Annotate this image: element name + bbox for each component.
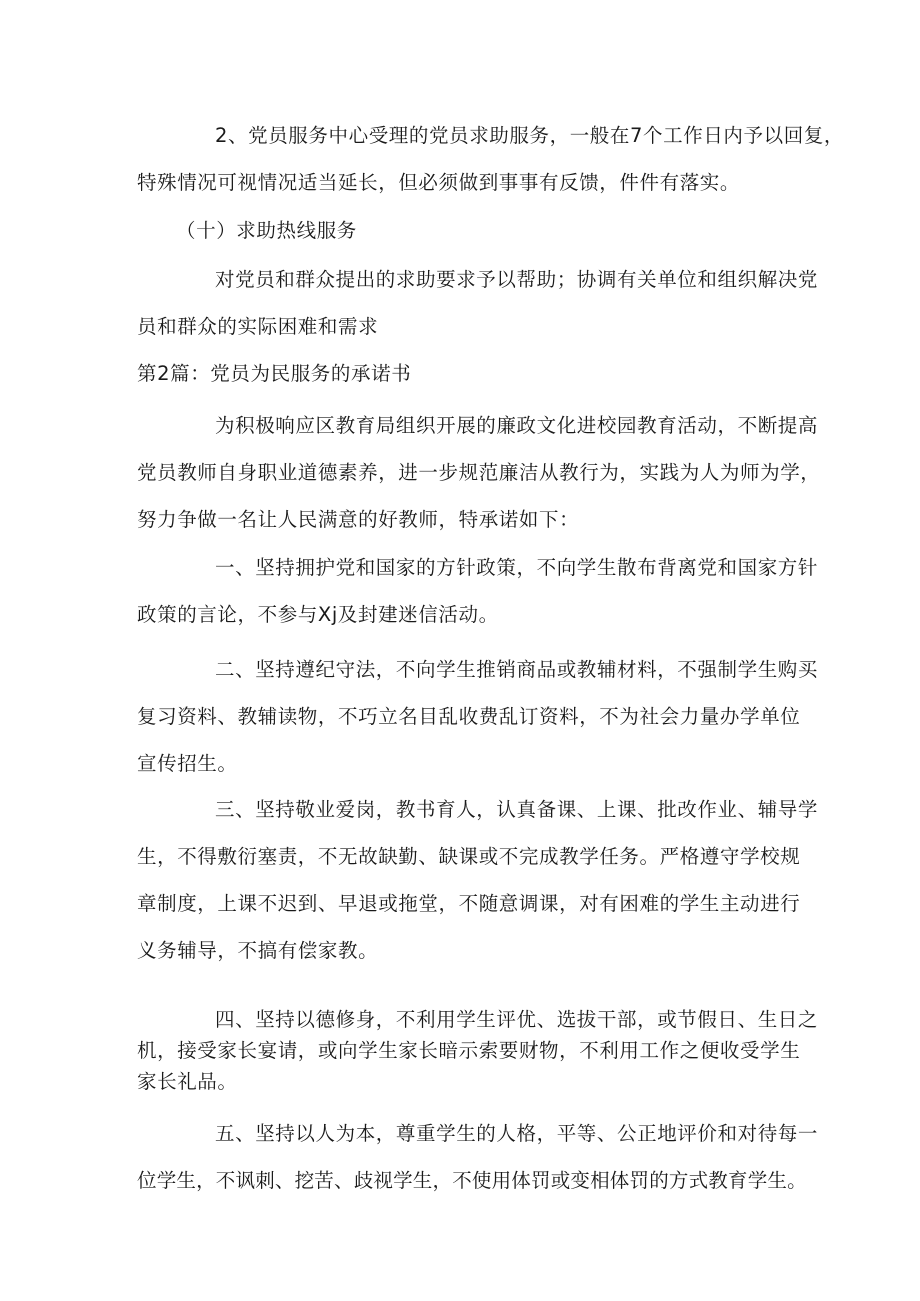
paragraph-item-2 (137, 646, 819, 787)
paragraph-intro (137, 402, 821, 543)
text-line: 机，接受家长宴请，或向学生家长暗示索要财物，不利用工作之便收受学生 (137, 1039, 801, 1062)
text-line: 生，不得敷衍塞责，不无故缺勤、缺课或不完成教学任务。严格遵守学校规 (137, 845, 801, 868)
paragraph-service-reply (137, 112, 845, 206)
heading-text: 第2篇：党员为民服务的承诺书 (137, 362, 412, 385)
text-line: 一、坚持拥护党和国家的方针政策，不向学生散布背离党和国家方针 (215, 556, 819, 579)
text-line: 党员教师自身职业道德素养，进一步规范廉洁从教行为，实践为人为师为学， (137, 461, 821, 484)
text-line: 为积极响应区教育局组织开展的廉政文化进校园教育活动，不断提高 (215, 414, 819, 437)
text-line: 位学生，不讽刺、挖苦、歧视学生，不使用体罚或变相体罚的方式教育学生。 (137, 1169, 807, 1192)
text-line: （十）求助热线服务 (176, 219, 357, 242)
text-line: 政策的言论，不参与Xj及封建迷信活动。 (137, 603, 499, 626)
text-line: 家长礼品。 (137, 1070, 238, 1093)
text-line: 2、党员服务中心受理的党员求助服务，一般在7个工作日内予以回复， (215, 124, 845, 147)
paragraph-item-5 (137, 1110, 819, 1204)
text-line: 四、坚持以德修身，不利用学生评优、选拔干部，或节假日、生日之 (215, 1008, 819, 1031)
text-line: 特殊情况可视情况适当延长，但必须做到事事有反馈，件件有落实。 (137, 171, 741, 194)
paragraph-item-3 (137, 786, 819, 974)
text-line: 宣传招生。 (137, 752, 238, 775)
text-line: 努力争做一名让人民满意的好教师，特承诺如下： (137, 508, 580, 531)
text-line: 三、坚持敬业爱岗，教书育人，认真备课、上课、批改作业、辅导学 (215, 798, 819, 821)
text-line: 五、坚持以人为本，尊重学生的人格，平等、公正地评价和对待每一 (215, 1122, 819, 1145)
text-line: 员和群众的实际困难和需求 (137, 315, 379, 338)
text-line: 义务辅导，不搞有偿家教。 (137, 939, 379, 962)
paragraph-hotline-desc (137, 256, 819, 350)
section-heading-hotline (137, 207, 787, 254)
text-line: 对党员和群众提出的求助要求予以帮助；协调有关单位和组织解决党 (215, 268, 819, 291)
paragraph-item-4 (137, 1004, 819, 1097)
chapter-heading (137, 359, 411, 389)
text-line: 复习资料、教辅读物，不巧立名目乱收费乱订资料，不为社会力量办学单位 (137, 705, 801, 728)
text-line: 章制度，上课不迟到、早退或拖堂，不随意调课，对有困难的学生主动进行 (137, 892, 801, 915)
text-line: 二、坚持遵纪守法，不向学生推销商品或教辅材料，不强制学生购买 (215, 658, 819, 681)
paragraph-item-1 (137, 544, 819, 638)
